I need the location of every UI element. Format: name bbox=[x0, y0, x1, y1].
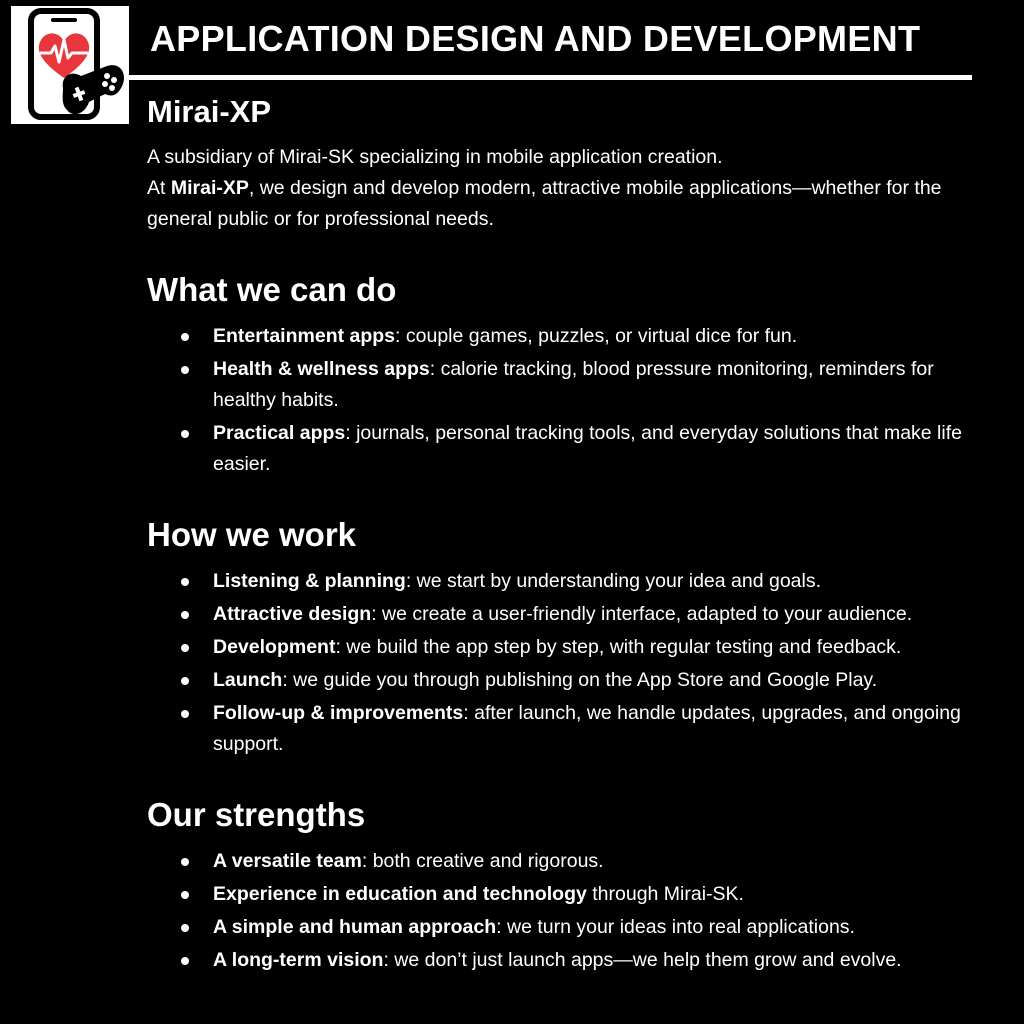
what-we-can-do-list bbox=[147, 321, 987, 480]
company-name: Mirai-XP bbox=[147, 94, 272, 129]
bullet-icon bbox=[181, 430, 189, 438]
item-term: A long-term vision bbox=[213, 949, 384, 971]
item-term: Experience in education and technology bbox=[213, 883, 587, 905]
bullet-icon bbox=[181, 858, 189, 866]
item-term: Follow-up & improvements bbox=[213, 702, 464, 724]
intro-line1: A subsidiary of Mirai-SK specializing in mobile application creation. bbox=[147, 146, 723, 168]
item-text: : couple games, puzzles, or virtual dice for fun. bbox=[395, 325, 798, 347]
list-item bbox=[147, 566, 987, 597]
item-text: : both creative and rigorous. bbox=[361, 850, 604, 872]
intro-paragraph bbox=[147, 142, 987, 235]
how-we-work-list bbox=[147, 566, 987, 760]
list-item bbox=[147, 665, 987, 696]
list-item bbox=[147, 945, 987, 976]
bullet-icon bbox=[181, 366, 189, 374]
bullet-icon bbox=[181, 644, 189, 652]
item-term: Development bbox=[213, 636, 336, 658]
intro-prefix: At bbox=[147, 177, 171, 199]
bullet-icon bbox=[181, 677, 189, 685]
item-term: Attractive design bbox=[213, 603, 372, 625]
list-item bbox=[147, 354, 987, 416]
item-text: through Mirai-SK. bbox=[586, 883, 744, 905]
page-title: APPLICATION DESIGN AND DEVELOPMENT bbox=[150, 18, 921, 59]
item-text: : calorie tracking, blood pressure monitoring, reminders for healthy habits. bbox=[213, 358, 934, 411]
bullet-icon bbox=[181, 333, 189, 341]
list-item bbox=[147, 912, 987, 943]
item-text: : we build the app step by step, with regular testing and feedback. bbox=[335, 636, 902, 658]
header-divider bbox=[129, 75, 972, 80]
main-content bbox=[147, 94, 987, 978]
item-text: : journals, personal tracking tools, and everyday solutions that make life easier. bbox=[213, 422, 962, 475]
item-term: Health & wellness apps bbox=[213, 358, 430, 380]
list-item bbox=[147, 698, 987, 760]
list-item bbox=[147, 418, 987, 480]
intro-rest: , we design and develop modern, attractive mobile applications—whether for the general public or for professional needs. bbox=[147, 177, 942, 230]
bullet-icon bbox=[181, 924, 189, 932]
item-text: : we create a user-friendly interface, adapted to your audience. bbox=[371, 603, 913, 625]
item-term: A versatile team bbox=[213, 850, 362, 872]
bullet-icon bbox=[181, 611, 189, 619]
list-item bbox=[147, 879, 987, 910]
item-term: Practical apps bbox=[213, 422, 346, 444]
our-strengths-list bbox=[147, 846, 987, 976]
item-text: : we guide you through publishing on the App Store and Google Play. bbox=[282, 669, 878, 691]
bullet-icon bbox=[181, 578, 189, 586]
item-term: Entertainment apps bbox=[213, 325, 396, 347]
bullet-icon bbox=[181, 891, 189, 899]
section-heading-our-strengths: Our strengths bbox=[147, 796, 366, 833]
list-item bbox=[147, 846, 987, 877]
item-text: : after launch, we handle updates, upgrades, and ongoing support. bbox=[213, 702, 961, 755]
logo bbox=[11, 6, 129, 124]
list-item bbox=[147, 632, 987, 663]
list-item bbox=[147, 321, 987, 352]
item-text: : we start by understanding your idea and goals. bbox=[405, 570, 822, 592]
section-heading-what-we-can-do: What we can do bbox=[147, 271, 397, 308]
bullet-icon bbox=[181, 710, 189, 718]
item-term: Launch bbox=[213, 669, 283, 691]
section-heading-how-we-work: How we work bbox=[147, 516, 357, 553]
item-term: A simple and human approach bbox=[213, 916, 497, 938]
bullet-icon bbox=[181, 957, 189, 965]
phone-heart-gamepad-icon bbox=[11, 6, 129, 124]
item-text: : we don’t just launch apps—we help them grow and evolve. bbox=[383, 949, 902, 971]
item-text: : we turn your ideas into real applications. bbox=[496, 916, 855, 938]
item-term: Listening & planning bbox=[213, 570, 406, 592]
list-item bbox=[147, 599, 987, 630]
intro-brand: Mirai-XP bbox=[170, 177, 249, 199]
